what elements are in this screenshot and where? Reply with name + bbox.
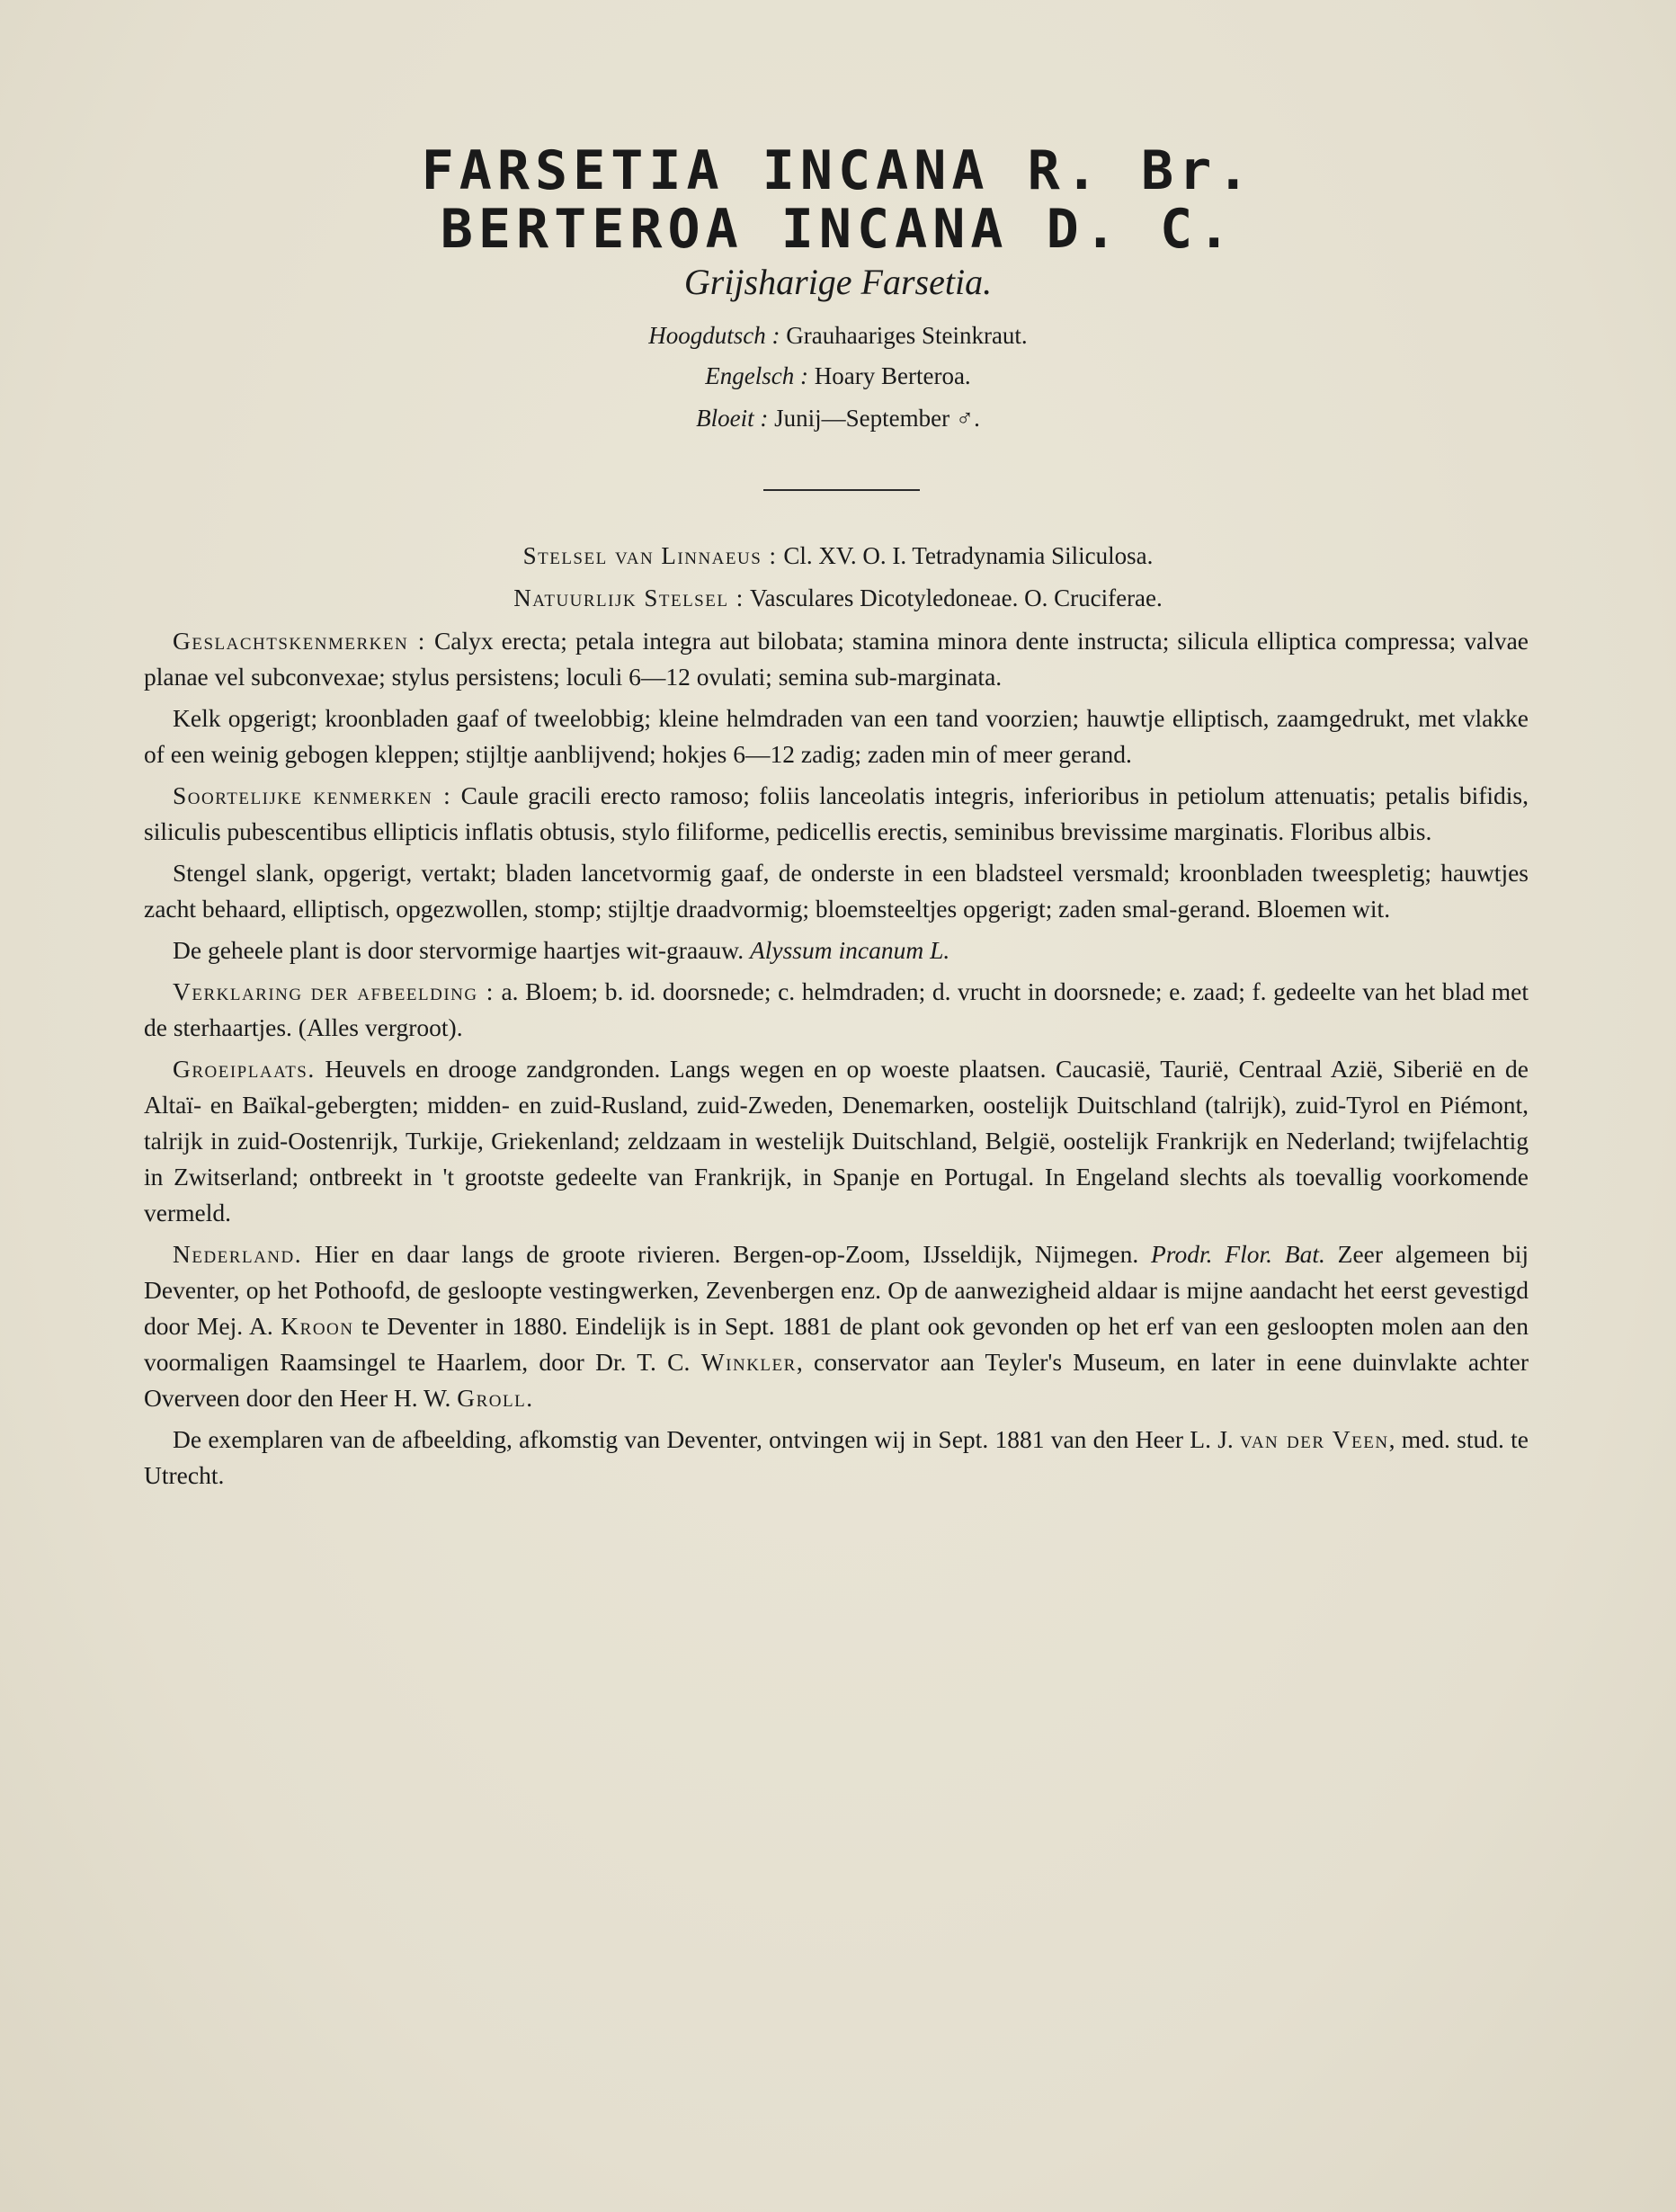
german-name-line (0, 322, 1676, 350)
species-latin-text: Caule gracili erecto ramoso; foliis lanceolatis integris, inferioribus in petiolum attenuatis; petalis bifidis, siliculis pubescentibus ellipticis inflatis obtusis, stylo filiforme, pedicellis erectis, seminibus brevissime marginatis. Floribus albis. (144, 781, 1529, 845)
linnaeus-value: Cl. XV. O. I. Tetradynamia Siliculosa. (783, 542, 1154, 569)
german-name: Grauhaariges Steinkraut. (786, 322, 1028, 349)
genus-label: Geslachtskenmerken : (173, 627, 426, 655)
bloom-value: Junij—September ♂. (774, 405, 980, 432)
german-label: Hoogdutsch : (648, 322, 780, 349)
plant-synonym: Alyssum incanum L. (749, 936, 950, 964)
natural-system-line (0, 584, 1676, 612)
netherlands-reference: Prodr. Flor. Bat. (1151, 1240, 1325, 1268)
english-label: Engelsch : (705, 362, 809, 389)
specimen-name: van der Veen (1240, 1425, 1389, 1453)
genus-latin-paragraph (144, 623, 1529, 695)
netherlands-name-kroon: Kroon (281, 1312, 354, 1340)
title-synonym: BERTEROA INCANA D. C. (440, 198, 1236, 261)
habitat-label: Groeiplaats. (173, 1055, 316, 1083)
english-name-line (0, 362, 1676, 390)
species-label: Soortelijke kenmerken : (173, 781, 452, 809)
description-body (144, 623, 1529, 1499)
common-name: Grijsharige Farsetia. (683, 262, 993, 302)
netherlands-text-3: te Deventer in 1880. Eindelijk is in Sept. 1881 de plant ook gevonden op het erf van een gesloopten molen aan den voormaligen Raamsingel te Haarlem, door Dr. T. C. (144, 1312, 1529, 1376)
specimen-paragraph (144, 1422, 1529, 1494)
netherlands-label: Nederland. (173, 1240, 303, 1268)
netherlands-paragraph (144, 1236, 1529, 1416)
explanation-label: Verklaring der afbeelding : (173, 977, 495, 1005)
genus-latin-text: Calyx erecta; petala integra aut bilobata; stamina minora dente instructa; silicula elliptica compressa; valvae planae vel subconvexae; stylus persistens; loculi 6—12 ovulati; semina sub-marginata. (144, 627, 1529, 691)
linnaeus-label: Stelsel van Linnaeus : (522, 542, 778, 569)
bloom-label: Bloeit : (696, 405, 769, 432)
netherlands-text-2: Zeer algemeen bij Deventer, op het Pothoofd, de gesloopte vestingwerken, Zevenbergen enz. Op de aanwezigheid aldaar is mijne aandacht het eerst gevestigd door Mej. A. (144, 1240, 1529, 1340)
netherlands-text-4: , conservator aan Teyler's Museum, en later in eene duinvlakte achter Overveen door den Heer H. W. (144, 1348, 1529, 1412)
genus-dutch-paragraph: Kelk opgerigt; kroonbladen gaaf of tweelobbig; kleine helmdraden van een tand voorzien; hauwtje elliptisch, zaamgedrukt, met vlakke of een weinig gebogen kleppen; stijltje aanblijvend; hokjes 6—12 zadig; zaden min of meer gerand. (144, 704, 1529, 768)
plant-paragraph (144, 932, 1529, 968)
netherlands-text-5: . (526, 1384, 533, 1412)
explanation-paragraph (144, 974, 1529, 1046)
explanation-text: a. Bloem; b. id. doorsnede; c. helmdraden; d. vrucht in doorsnede; e. zaad; f. gedeelte van het blad met de sterhaartjes. (Alles vergroot). (144, 977, 1529, 1041)
plant-text: De geheele plant is door stervormige haartjes wit-graauw. (173, 936, 744, 964)
natural-value: Vasculares Dicotyledoneae. O. Cruciferae. (749, 584, 1163, 611)
species-dutch-paragraph: Stengel slank, opgerigt, vertakt; bladen lancetvormig gaaf, de onderste in een bladsteel versmald; kroonbladen tweespletig; hauwtjes zacht behaard, elliptisch, opgezwollen, stomp; stijltje draadvormig; bloemsteeltjes opgerigt; zaden smal-gerand. Bloemen wit. (144, 859, 1529, 923)
specimen-text-1: De exemplaren van de afbeelding, afkomstig van Deventer, ontvingen wij in Sept. 1881 van den Heer L. J. (173, 1425, 1234, 1453)
english-name: Hoary Berteroa. (814, 362, 971, 389)
habitat-paragraph (144, 1051, 1529, 1231)
bloom-line (0, 405, 1676, 433)
specimen-text-2: , med. stud. te Utrecht. (144, 1425, 1529, 1489)
habitat-text: Heuvels en drooge zandgronden. Langs wegen en op woeste plaatsen. Caucasië, Taurië, Centraal Azië, Siberië en de Altaï- en Baïkal-gebergten; midden- en zuid-Rusland, zuid-Zweden, Denemarken, oostelijk Duitschland (talrijk), zuid-Tyrol en Piémont, talrijk in zuid-Oostenrijk, Turkije, Griekenland; zeldzaam in westelijk Duitschland, België, oostelijk Frankrijk en Nederland; twijfelachtig in Zwitserland; ontbreekt in 't grootste gedeelte van Frankrijk, in Spanje en Portugal. In Engeland slechts als toevallig voorkomende vermeld. (144, 1055, 1529, 1226)
netherlands-text-1: Hier en daar langs de groote rivieren. Bergen-op-Zoom, IJsseldijk, Nijmegen. (314, 1240, 1139, 1268)
natural-label: Natuurlijk Stelsel : (513, 584, 744, 611)
netherlands-name-groll: Groll (457, 1384, 527, 1412)
divider (763, 489, 920, 491)
linnaeus-system-line (0, 542, 1676, 570)
species-latin-paragraph (144, 778, 1529, 850)
title-primary: FARSETIA INCANA R. Br. (421, 139, 1255, 202)
netherlands-name-winkler: Winkler (700, 1348, 797, 1376)
